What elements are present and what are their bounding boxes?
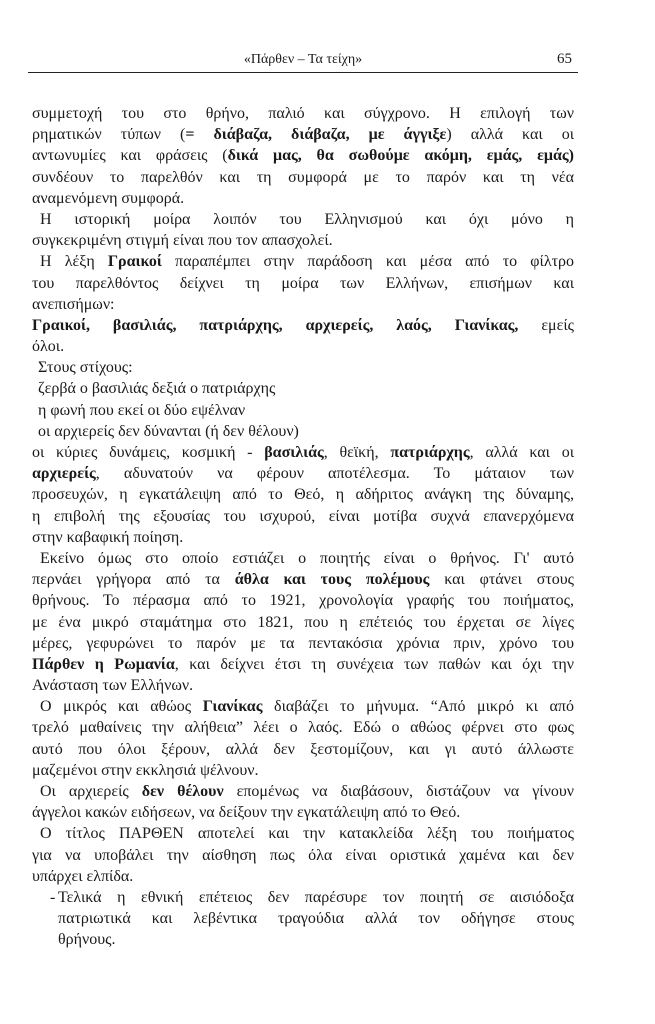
- header-rule: [28, 72, 578, 73]
- page-number: 65: [557, 51, 572, 67]
- text-line: αναμενόμενη συμφορά.: [32, 189, 185, 207]
- running-header: [28, 50, 578, 72]
- text-line: Ο μικρός και αθώος Γιανίκας διαβάζει το μήνυμα. “Από μικρό κι από: [40, 698, 574, 716]
- text-line: Ο τίτλος ΠΑΡΘΕΝ αποτελεί και την κατακλείδα λέξη του ποιήματος: [40, 825, 574, 843]
- text-line: ζερβά ο βασιλιάς δεξιά ο πατριάρχης: [38, 380, 276, 398]
- running-title: «Πάρθεν – Τα τείχη»: [243, 52, 363, 67]
- text-line: Η ιστορική μοίρα λοιπόν του Ελληνισμού και όχι μόνο η: [40, 210, 574, 228]
- text-line: συγκεκριμένη στιγμή είναι που τον απασχολεί.: [32, 232, 333, 250]
- text-line: θρήνους. Το πέρασμα από το 1921, χρονολογία γραφής του ποιήματος,: [32, 592, 574, 610]
- text-line: η επιβολή της εξουσίας του ισχυρού, είναι μοτίβα συχνά επανερχόμενα: [32, 507, 574, 525]
- text-line: μέρες, γεφυρώνει το παρόν με τα πεντακόσια χρόνια πριν, χρόνο του: [32, 634, 574, 652]
- text-line: άγγελοι κακών ειδήσεων, να δείξουν την εγκατάλειψη από το Θεό.: [32, 804, 461, 822]
- text-line: αρχιερείς, αδυνατούν να φέρουν αποτέλεσμα. Το μάταιον των: [32, 465, 574, 483]
- text-line: μαζεμένοι στην εκκλησιά ψέλνουν.: [32, 761, 259, 779]
- text-line: Ανάσταση των Ελλήνων.: [32, 677, 194, 695]
- text-line: προσευχών, η εγκατάλειψη από το Θεό, η αδήριτος ανάγκη της δύναμης,: [32, 486, 574, 504]
- text-line: Γραικοί, βασιλιάς, πατριάρχης, αρχιερείς, λαός, Γιανίκας, εμείς: [32, 316, 574, 334]
- bullet-item-line: - Τελικά η εθνική επέτειος δεν παρέσυρε τον ποιητή σε αισιόδοξα: [58, 887, 574, 908]
- text-line: ρηματικών τύπων (= διάβαζα, διάβαζα, με άγγιξε) αλλά και οι: [32, 126, 574, 144]
- text-line: για να υποβάλει την αίσθηση πως όλα είναι οριστικά χαμένα και δεν: [32, 846, 574, 864]
- text-line: στην καβαφική ποίηση.: [32, 528, 184, 546]
- text-line: Εκείνο όμως στο οποίο εστιάζει ο ποιητής είναι ο θρήνος. Γι' αυτό: [40, 549, 574, 567]
- text-line: τρελό μαθαίνεις την αλήθεια” λέει ο λαός. Εδώ ο αθώος φέρνει στο φως: [32, 719, 574, 737]
- text-line: αντωνυμίες και φράσεις (δικά μας, θα σωθούμε ακόμη, εμάς, εμάς): [32, 147, 574, 165]
- body-text: [32, 103, 574, 951]
- text-line: όλοι.: [32, 338, 65, 356]
- text-line: Οι αρχιερείς δεν θέλουν επομένως να διαβάσουν, διστάζουν να γίνουν: [40, 783, 574, 800]
- text-line: Η λέξη Γραικοί παραπέμπει στην παράδοση και μέσα από το φίλτρο: [40, 253, 574, 271]
- text-line: θρήνους.: [58, 931, 116, 949]
- text-line: συμμετοχή του στο θρήνο, παλιό και σύγχρονο. Η επιλογή των: [32, 105, 574, 122]
- text-line: οι κύριες δυνάμεις, κοσμική - βασιλιάς, θεϊκή, πατριάρχης, αλλά και οι: [32, 444, 574, 461]
- text-line: υπάρχει ελπίδα.: [32, 867, 134, 885]
- text-line: περνάει γρήγορα από τα άθλα και τους πολέμους και φτάνει στους: [32, 571, 575, 589]
- text-line: η φωνή που εκεί οι δύο εψέλναν: [38, 401, 246, 419]
- dash-marker: -: [50, 888, 56, 906]
- text-line: του παρελθόντος δείχνει τη μοίρα των Ελλήνων, επισήμων και: [32, 274, 574, 292]
- text-line: Στους στίχους:: [38, 359, 133, 377]
- text-line: με ένα μικρό σταμάτημα στο 1821, που η επέτειός του έρχεται σε λίγες: [32, 613, 574, 631]
- text-line: Πάρθεν η Ρωμανία, και δείχνει έτσι τη συνέχεια των παθών και όχι την: [32, 655, 574, 673]
- text-line: ανεπισήμων:: [32, 295, 115, 313]
- text-line: αυτό που όλοι ξέρουν, αλλά δεν ξεστομίζουν, και γι αυτό άλλωστε: [32, 740, 574, 758]
- text-line: οι αρχιερείς δεν δύνανται (ή δεν θέλουν): [38, 422, 299, 440]
- text-line: πατριωτικά και λεβέντικα τραγούδια αλλά τον οδήγησε στους: [58, 910, 574, 928]
- text-line: συνδέουν το παρελθόν και τη συμφορά με το παρόν και τη νέα: [32, 168, 574, 186]
